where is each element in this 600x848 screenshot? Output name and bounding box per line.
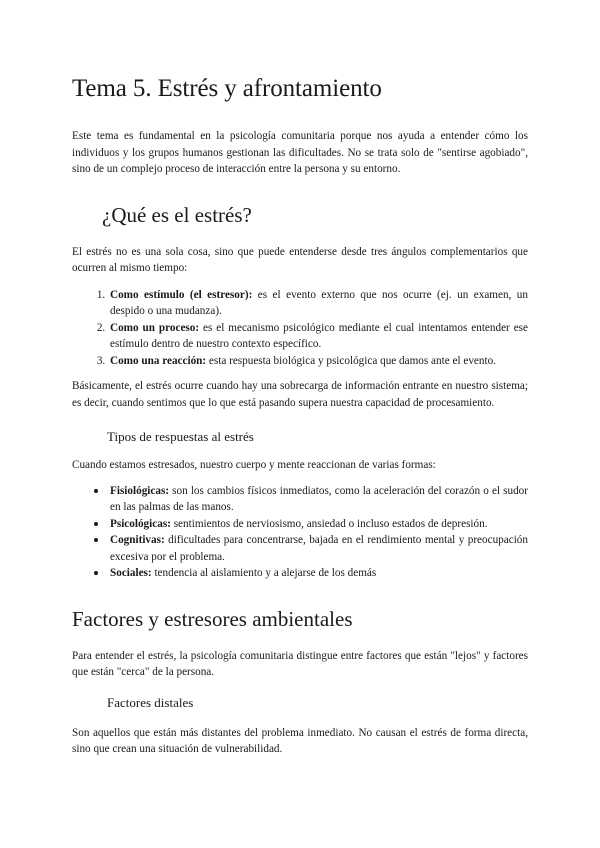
list-item-text: son los cambios físicos inmediatos, como la aceleración del corazón o el sudor en las palmas de las manos.: [110, 484, 528, 513]
list-item-text: es el evento externo que nos ocurre (ej. un examen, un despido o una mudanza).: [110, 288, 528, 317]
list-item-text: esta respuesta biológica y psicológica que damos ante el evento.: [206, 354, 496, 367]
document-title: Tema 5. Estrés y afrontamiento: [72, 75, 382, 102]
stress-summary-paragraph: Básicamente, el estrés ocurre cuando hay una sobrecarga de información entrante en nuestro sistema; es decir, cuando sentimos que lo que está pasando supera nuestra capacidad de procesamiento.: [72, 380, 528, 409]
stress-definition-lead: El estrés no es una sola cosa, sino que puede entenderse desde tres ángulos complementarios que ocurren al mismo tiempo:: [72, 245, 528, 274]
list-item: [108, 483, 528, 516]
list-item-text: dificultades para concentrarse, bajada en el rendimiento mental y preocupación excesiva por el problema.: [110, 534, 528, 563]
distal-factors-paragraph: Son aquellos que están más distantes del problema inmediato. No causan el estrés de forma directa, sino que crean una situación de vulnerabilidad.: [72, 726, 528, 755]
list-item-term: Psicológicas:: [110, 517, 171, 530]
list-item: [108, 532, 528, 565]
list-item-term: Como un proceso:: [110, 321, 200, 334]
list-item-text: sentimientos de nerviosismo, ansiedad o incluso estados de depresión.: [170, 517, 488, 530]
heading-factores-y-estresores: Factores y estresores ambientales: [72, 606, 353, 631]
response-types-list: [72, 483, 528, 582]
list-item-term: Como una reacción:: [110, 354, 207, 367]
list-item: [108, 353, 528, 370]
list-item: [108, 565, 528, 582]
list-item-term: Fisiológicas:: [110, 484, 170, 497]
stress-angles-list: [72, 287, 528, 370]
list-item-term: Cognitivas:: [110, 534, 165, 546]
list-item: [108, 287, 528, 320]
heading-que-es-el-estres: ¿Qué es el estrés?: [102, 202, 252, 227]
list-item: [108, 320, 528, 353]
factors-lead: Para entender el estrés, la psicología comunitaria distingue entre factores que están "lejos" y factores que están "cerca" de la persona.: [72, 649, 528, 678]
list-item: [108, 516, 528, 533]
intro-paragraph: Este tema es fundamental en la psicología comunitaria porque nos ayuda a entender cómo los individuos y los grupos humanos gestionan las dificultades. No se trata solo de "sentirse agobiado", sino de un complejo proceso de interacción entre la persona y su entorno.: [72, 130, 528, 175]
responses-lead: Cuando estamos estresados, nuestro cuerpo y mente reaccionan de varias formas:: [72, 459, 436, 471]
list-item-term: Sociales:: [110, 567, 152, 579]
heading-factores-distales: Factores distales: [107, 694, 194, 710]
list-item-term: Como estímulo (el estresor):: [110, 288, 253, 301]
heading-tipos-de-respuestas: Tipos de respuestas al estrés: [107, 429, 254, 444]
list-item-text: tendencia al aislamiento y a alejarse de los demás: [151, 567, 377, 579]
list-item-text: es el mecanismo psicológico mediante el cual intentamos entender ese estímulo dentro de nuestro contexto específico.: [110, 321, 528, 350]
